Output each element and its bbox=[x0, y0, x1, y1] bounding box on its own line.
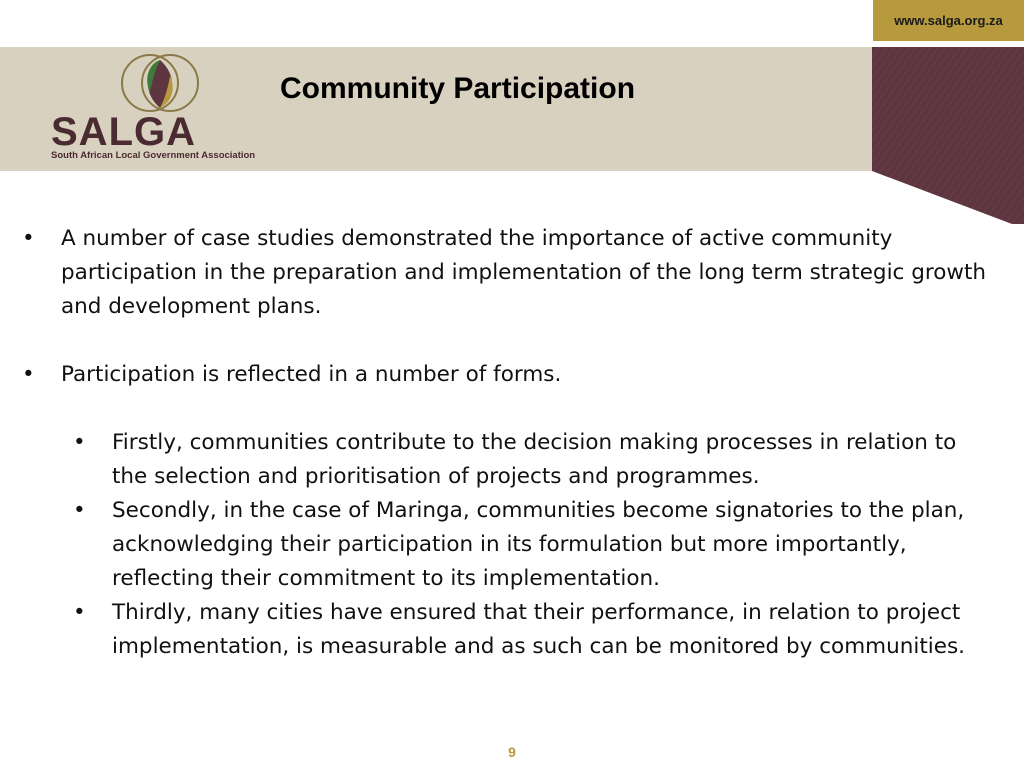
website-url-tab[interactable] bbox=[873, 0, 1024, 41]
bullet-spacer bbox=[22, 392, 997, 426]
website-url[interactable]: www.salga.org.za bbox=[894, 13, 1003, 28]
main-bullet-list bbox=[22, 222, 997, 426]
bullet-icon: • bbox=[22, 226, 35, 251]
page-number: 9 bbox=[508, 744, 516, 760]
slide-title: Community Participation bbox=[280, 72, 636, 105]
sub-bullet-item bbox=[22, 426, 997, 494]
bullet-icon: • bbox=[73, 430, 86, 455]
slide-content bbox=[22, 222, 997, 664]
bullet-icon: • bbox=[73, 498, 86, 523]
salga-logo-wordmark: SALGA bbox=[51, 110, 196, 154]
bullet-text: Participation is reflected in a number of forms. bbox=[61, 362, 562, 387]
sub-bullet-text: Secondly, in the case of Maringa, communities become signatories to the plan, acknowledging their participation in its formulation but more importantly, reflecting their commitment to its implementation. bbox=[112, 498, 965, 591]
sub-bullet-text: Thirdly, many cities have ensured that their performance, in relation to project implementation, is measurable and as such can be monitored by communities. bbox=[112, 600, 965, 659]
bullet-spacer bbox=[22, 324, 997, 358]
sub-bullet-item bbox=[22, 494, 997, 596]
bullet-icon: • bbox=[73, 600, 86, 625]
sub-bullet-list bbox=[22, 426, 997, 664]
bullet-item bbox=[22, 222, 997, 324]
corner-decoration bbox=[872, 47, 1024, 224]
sub-bullet-item bbox=[22, 596, 997, 664]
sub-bullet-text: Firstly, communities contribute to the decision making processes in relation to the selection and prioritisation of projects and programmes. bbox=[112, 430, 957, 489]
bullet-icon: • bbox=[22, 362, 35, 387]
salga-logo-subtitle: South African Local Government Association bbox=[51, 150, 256, 161]
bullet-item bbox=[22, 358, 997, 392]
bullet-text: A number of case studies demonstrated the importance of active community participation in the preparation and implementation of the long term strategic growth and development plans. bbox=[61, 226, 987, 319]
